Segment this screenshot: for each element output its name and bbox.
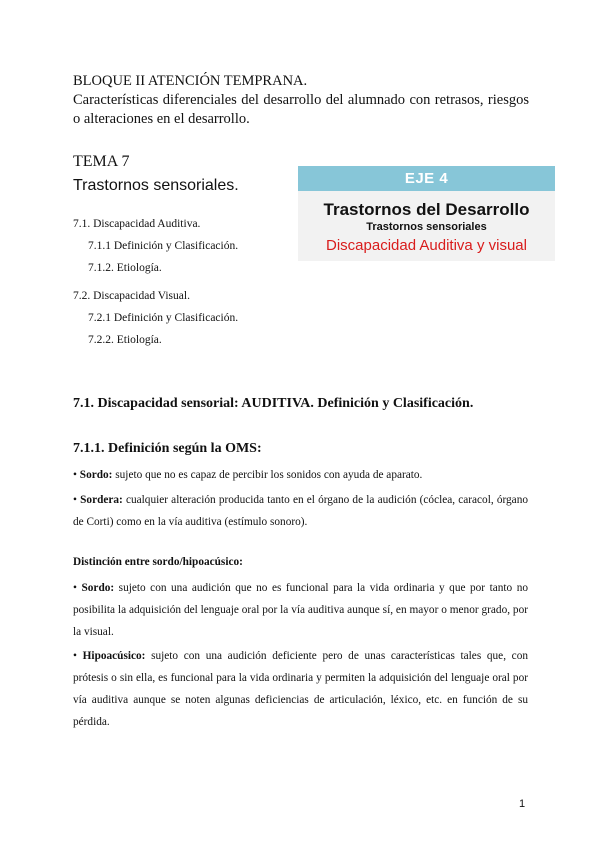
bullet: • [73, 582, 77, 594]
document-header [73, 72, 529, 129]
definition: sujeto que no es capaz de percibir los sonidos con ayuda de aparato. [115, 469, 423, 481]
page-number: 1 [519, 798, 526, 810]
bullet: • [73, 650, 77, 662]
term: Hipoacúsico: [82, 650, 146, 662]
tema-block [73, 150, 239, 198]
subsection-heading: 7.1.1. Definición según la OMS: [73, 441, 262, 456]
term: Sordo: [79, 469, 113, 481]
bullet: • [73, 469, 77, 481]
distincion-item-hipoacusico [73, 645, 528, 733]
eje-title: Trastornos del Desarrollo [323, 200, 530, 219]
eje-band: EJE 4 [298, 166, 555, 191]
eje-red-line: Discapacidad Auditiva y visual [326, 237, 527, 254]
oms-item-sordo [73, 464, 528, 486]
eje-banner [298, 166, 555, 261]
toc-group-1 [73, 213, 238, 279]
toc-subitem: 7.1.2. Etiología. [88, 262, 162, 274]
toc-subitem: 7.1.1 Definición y Clasificación. [88, 240, 239, 252]
distincion-heading: Distinción entre sordo/hipoacúsico: [73, 556, 243, 568]
oms-item-sordera [73, 489, 528, 533]
definition: cualquier alteración producida tanto en el órgano de la audición (cóclea, caracol, órgano de Corti) como en la vía auditiva (estímulo sonoro). [73, 494, 528, 528]
toc-item: 7.2. Discapacidad Visual. [73, 290, 190, 302]
eje-subtitle: Trastornos sensoriales [366, 221, 487, 233]
toc-subitem: 7.2.2. Etiología. [88, 334, 162, 346]
section-heading: 7.1. Discapacidad sensorial: AUDITIVA. Definición y Clasificación. [73, 396, 474, 411]
tema-title: Trastornos sensoriales. [73, 177, 239, 194]
tema-number: TEMA 7 [73, 153, 130, 170]
definition: sujeto con una audición que no es funcional para la vida ordinaria y que por tanto no posibilita la adquisición del lenguaje oral por la vía auditiva aunque sí, en mayor o menor grado, por la visual. [73, 582, 528, 638]
toc-group-2 [73, 285, 238, 351]
toc-subitem: 7.2.1 Definición y Clasificación. [88, 312, 239, 324]
bullet: • [73, 494, 77, 506]
toc-item: 7.1. Discapacidad Auditiva. [73, 218, 201, 230]
bloque-title: BLOQUE II ATENCIÓN TEMPRANA. [73, 73, 308, 89]
term: Sordo: [81, 582, 115, 594]
term: Sordera: [80, 494, 123, 506]
bloque-subtitle: Características diferenciales del desarrollo del alumnado con retrasos, riesgos o alteraciones en el desarrollo. [73, 92, 529, 127]
definition: sujeto con una audición deficiente pero de unas características tales que, con prótesis o sin ella, es funcional para la vida ordinaria y permiten la adquisición del lenguaje oral por vía auditiva aunque se noten algunas deficiencias de articulación, léxico, etc. en función de su pérdida. [73, 650, 528, 728]
distincion-item-sordo [73, 577, 528, 643]
